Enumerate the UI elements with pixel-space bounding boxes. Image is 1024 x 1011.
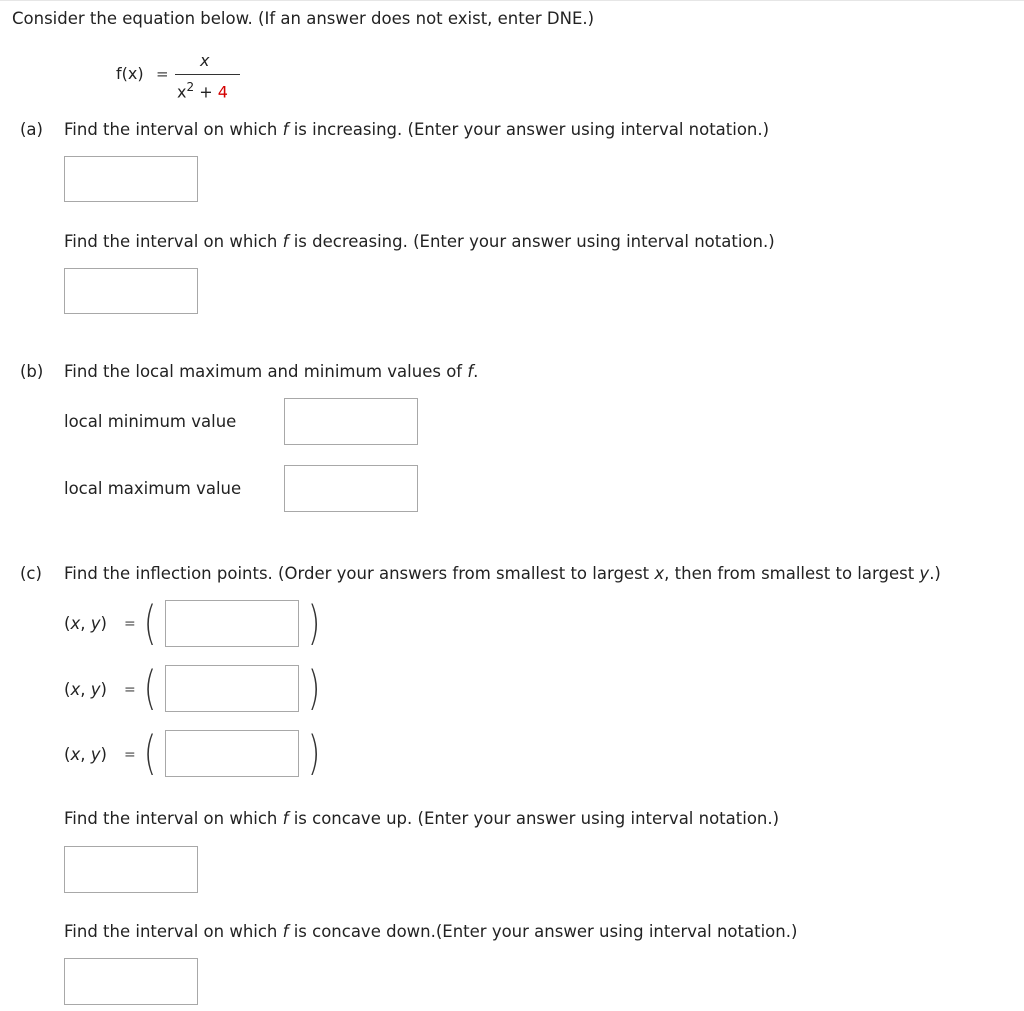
part-c-question [64,564,941,583]
top-divider [0,0,1024,1]
point-2-equals: = [124,682,136,698]
denominator-constant: 4 [217,82,228,102]
point-2-label: (x, y) [64,680,107,699]
increasing-interval-input[interactable] [64,156,198,202]
part-b-question [64,362,478,381]
concave-up-input[interactable] [64,846,198,893]
part-a-question-decreasing [64,232,775,251]
concave-up-question [64,809,779,828]
part-c-label: (c) [20,564,42,583]
denominator-operator: + [199,82,213,102]
fraction-bar [175,74,240,75]
equation-numerator: x [200,51,210,70]
question-text: Find the inflection points. (Order your answers from smallest to largest [64,564,655,583]
point-2-open-paren: ( [143,661,157,715]
y-var: y [919,564,930,583]
inflection-point-3-input[interactable] [165,730,299,777]
point-3-equals: = [124,747,136,763]
inflection-point-1-input[interactable] [165,600,299,647]
question-text: Find the interval on which [64,922,283,941]
point-3-label: (x, y) [64,745,107,764]
equation-equals: = [156,65,169,83]
decreasing-interval-input[interactable] [64,268,198,314]
local-max-input[interactable] [284,465,418,512]
point-1-label: (x, y) [64,614,107,633]
question-text: .) [929,564,941,583]
intro-text: Consider the equation below. (If an answer does not exist, enter DNE.) [12,9,595,28]
question-text: Find the interval on which [64,120,283,139]
local-min-input[interactable] [284,398,418,445]
local-max-label: local maximum value [64,479,242,498]
equation-denominator [177,80,228,101]
question-text: is concave up. (Enter your answer using interval notation.) [288,809,780,828]
point-2-close-paren: ) [307,661,321,715]
denominator-base: x [177,82,187,102]
question-text: Find the interval on which [64,809,283,828]
point-1-open-paren: ( [143,596,157,650]
question-text: is decreasing. (Enter your answer using interval notation.) [288,232,775,251]
question-text: Find the local maximum and minimum values of [64,362,468,381]
part-a-question-increasing [64,120,769,139]
point-1-close-paren: ) [307,596,321,650]
local-min-label: local minimum value [64,412,237,431]
function-var: f [467,362,474,381]
question-text: is increasing. (Enter your answer using interval notation.) [288,120,770,139]
x-var: x [654,564,665,583]
point-1-equals: = [124,616,136,632]
point-3-open-paren: ( [143,726,157,780]
question-text: is concave down.(Enter your answer using interval notation.) [288,922,798,941]
function-var: f [282,232,289,251]
equation-lhs: f(x) [116,64,144,83]
function-var: f [282,809,289,828]
point-3-close-paren: ) [307,726,321,780]
function-var: f [282,120,289,139]
function-var: f [282,922,289,941]
part-b-label: (b) [20,362,44,381]
concave-down-input[interactable] [64,958,198,1005]
question-text: , then from smallest to largest [664,564,920,583]
part-a-label: (a) [20,120,43,139]
question-text: . [473,362,479,381]
concave-down-question [64,922,797,941]
question-text: Find the interval on which [64,232,283,251]
inflection-point-2-input[interactable] [165,665,299,712]
denominator-exponent: 2 [186,80,195,94]
